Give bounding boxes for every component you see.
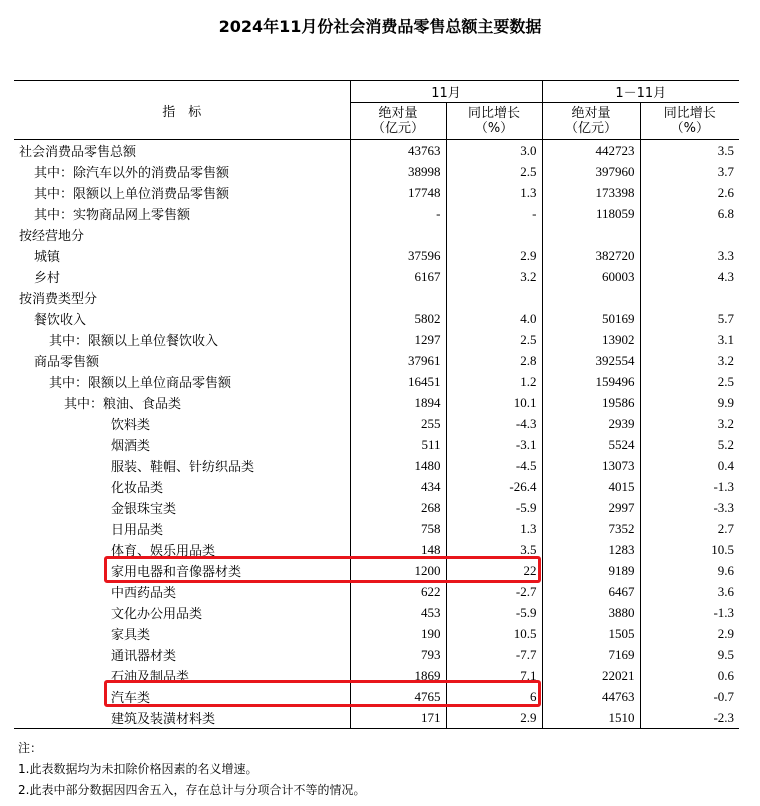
ytd-yoy-value: 5.7 (640, 308, 739, 329)
month-yoy-value: 22 (446, 560, 542, 581)
ytd-abs-value (542, 224, 640, 245)
table-row (14, 434, 739, 455)
period-month-header: 11月 (350, 81, 542, 103)
row-label: 烟酒类 (111, 439, 151, 454)
row-label: 饮料类 (111, 418, 151, 433)
ytd-abs-value: 397960 (542, 161, 640, 182)
month-abs-value (350, 287, 446, 308)
ytd-yoy-value: 10.5 (640, 539, 739, 560)
table-row (14, 224, 739, 245)
row-label: 按经营地分 (19, 229, 85, 244)
table-row (14, 182, 739, 203)
row-label: 乡村 (34, 271, 61, 286)
ytd-abs-value: 3880 (542, 602, 640, 623)
ytd-yoy-value: 2.7 (640, 518, 739, 539)
row-label: 服装、鞋帽、针纺织品类 (111, 460, 255, 475)
ytd-abs-value: 5524 (542, 434, 640, 455)
ytd-yoy-value: -2.3 (640, 707, 739, 729)
ytd-yoy-value: 2.5 (640, 371, 739, 392)
row-label: 石油及制品类 (111, 670, 190, 685)
ytd-yoy-value: 9.9 (640, 392, 739, 413)
ytd-yoy-value: 9.5 (640, 644, 739, 665)
month-yoy-value: - (446, 203, 542, 224)
month-abs-value: 1297 (350, 329, 446, 350)
period-ytd-header: 1－11月 (542, 81, 739, 103)
month-yoy-value: 2.5 (446, 329, 542, 350)
table-row (14, 497, 739, 518)
row-label: 家用电器和音像器材类 (111, 565, 242, 580)
ytd-abs-value: 60003 (542, 266, 640, 287)
ytd-yoy-header: 同比增长 （%） (640, 103, 739, 140)
ytd-abs-value: 22021 (542, 665, 640, 686)
table-row (14, 476, 739, 497)
month-abs-value: 5802 (350, 308, 446, 329)
table-row (14, 203, 739, 224)
table-row (14, 266, 739, 287)
month-abs-value: 37596 (350, 245, 446, 266)
ytd-yoy-value: -3.3 (640, 497, 739, 518)
table-row (14, 140, 739, 162)
month-abs-value: - (350, 203, 446, 224)
month-abs-value: 148 (350, 539, 446, 560)
month-abs-value: 758 (350, 518, 446, 539)
month-abs-value: 1480 (350, 455, 446, 476)
month-yoy-value: 3.5 (446, 539, 542, 560)
table-row (14, 581, 739, 602)
row-label: 其中：限额以上单位商品零售额 (49, 376, 232, 391)
month-yoy-value: 4.0 (446, 308, 542, 329)
ytd-yoy-value: 4.3 (640, 266, 739, 287)
month-yoy-value: -7.7 (446, 644, 542, 665)
month-abs-value: 511 (350, 434, 446, 455)
ytd-abs-value: 1510 (542, 707, 640, 729)
table-row (14, 245, 739, 266)
table-row (14, 350, 739, 371)
ytd-yoy-value: 2.6 (640, 182, 739, 203)
ytd-yoy-value: 0.4 (640, 455, 739, 476)
row-label: 按消费类型分 (19, 292, 98, 307)
ytd-yoy-value: -1.3 (640, 476, 739, 497)
table-row (14, 329, 739, 350)
row-label: 文化办公用品类 (111, 607, 203, 622)
month-abs-value: 622 (350, 581, 446, 602)
row-label: 金银珠宝类 (111, 502, 177, 517)
retail-sales-table (14, 80, 739, 729)
month-abs-value: 268 (350, 497, 446, 518)
ytd-yoy-value: -0.7 (640, 686, 739, 707)
table-row (14, 413, 739, 434)
row-label: 其中：粮油、食品类 (64, 397, 182, 412)
month-abs-value: 434 (350, 476, 446, 497)
table-row (14, 287, 739, 308)
note-item: 2.此表中部分数据因四舍五入，存在总计与分项合计不等的情况。 (18, 783, 366, 797)
ytd-abs-value: 159496 (542, 371, 640, 392)
ytd-yoy-value: -1.3 (640, 602, 739, 623)
indicator-header: 指 标 (14, 81, 350, 140)
month-abs-value: 17748 (350, 182, 446, 203)
ytd-yoy-value: 3.1 (640, 329, 739, 350)
row-label: 通讯器材类 (111, 649, 177, 664)
table-row (14, 371, 739, 392)
month-yoy-value: 1.3 (446, 518, 542, 539)
month-yoy-value: 7.1 (446, 665, 542, 686)
month-yoy-value: -3.1 (446, 434, 542, 455)
row-label: 化妆品类 (111, 481, 164, 496)
ytd-abs-value: 173398 (542, 182, 640, 203)
ytd-abs-value: 2939 (542, 413, 640, 434)
month-abs-value: 16451 (350, 371, 446, 392)
ytd-abs-value: 118059 (542, 203, 640, 224)
table-row (14, 308, 739, 329)
month-yoy-value: 2.5 (446, 161, 542, 182)
month-yoy-value: -4.3 (446, 413, 542, 434)
month-yoy-value (446, 224, 542, 245)
ytd-yoy-value: 0.6 (640, 665, 739, 686)
month-abs-value: 6167 (350, 266, 446, 287)
month-yoy-header: 同比增长 （%） (446, 103, 542, 140)
notes-heading: 注： (18, 741, 43, 755)
row-label: 商品零售额 (34, 355, 100, 370)
month-yoy-value: 10.5 (446, 623, 542, 644)
month-abs-value: 1894 (350, 392, 446, 413)
month-yoy-value: 2.8 (446, 350, 542, 371)
month-abs-value: 43763 (350, 140, 446, 162)
month-yoy-value: -2.7 (446, 581, 542, 602)
row-label: 其中：限额以上单位餐饮收入 (49, 334, 219, 349)
ytd-abs-value: 392554 (542, 350, 640, 371)
month-yoy-value: 6 (446, 686, 542, 707)
row-label: 其中：限额以上单位消费品零售额 (34, 187, 230, 202)
ytd-abs-value: 19586 (542, 392, 640, 413)
month-yoy-value: -4.5 (446, 455, 542, 476)
row-label: 城镇 (34, 250, 61, 265)
month-abs-value: 453 (350, 602, 446, 623)
ytd-abs-value: 382720 (542, 245, 640, 266)
month-abs-header: 绝对量 （亿元） (350, 103, 446, 140)
month-abs-value: 1869 (350, 665, 446, 686)
month-abs-value: 190 (350, 623, 446, 644)
table-row (14, 623, 739, 644)
month-abs-value: 38998 (350, 161, 446, 182)
ytd-yoy-value: 2.9 (640, 623, 739, 644)
row-label: 家具类 (111, 628, 151, 643)
ytd-abs-value: 50169 (542, 308, 640, 329)
table-row (14, 707, 739, 729)
ytd-yoy-value: 5.2 (640, 434, 739, 455)
table-body (14, 140, 739, 729)
table-row (14, 455, 739, 476)
ytd-yoy-value: 3.2 (640, 413, 739, 434)
ytd-yoy-value: 3.6 (640, 581, 739, 602)
table-row (14, 602, 739, 623)
ytd-yoy-value (640, 224, 739, 245)
month-yoy-value (446, 287, 542, 308)
row-label: 建筑及装潢材料类 (14, 707, 350, 729)
ytd-yoy-value: 3.5 (640, 140, 739, 162)
month-yoy-value: 10.1 (446, 392, 542, 413)
ytd-abs-value: 9189 (542, 560, 640, 581)
ytd-abs-value: 44763 (542, 686, 640, 707)
highlight-box-automobiles (104, 680, 541, 707)
row-label: 社会消费品零售总额 (19, 145, 137, 160)
table-row (14, 644, 739, 665)
ytd-yoy-value: 6.8 (640, 203, 739, 224)
highlight-box-appliances (104, 556, 541, 583)
row-label: 中西药品类 (111, 586, 177, 601)
month-yoy-value: 2.9 (446, 707, 542, 729)
month-yoy-value: -5.9 (446, 497, 542, 518)
ytd-abs-value: 1505 (542, 623, 640, 644)
month-yoy-value: 2.9 (446, 245, 542, 266)
month-abs-value: 255 (350, 413, 446, 434)
ytd-abs-value: 6467 (542, 581, 640, 602)
ytd-yoy-value: 3.3 (640, 245, 739, 266)
row-label: 汽车类 (111, 691, 151, 706)
ytd-abs-value: 7169 (542, 644, 640, 665)
ytd-abs-value: 2997 (542, 497, 640, 518)
row-label: 其中：除汽车以外的消费品零售额 (34, 166, 230, 181)
row-label: 体育、娱乐用品类 (111, 544, 216, 559)
ytd-yoy-value: 9.6 (640, 560, 739, 581)
ytd-abs-header: 绝对量 （亿元） (542, 103, 640, 140)
month-abs-value: 1200 (350, 560, 446, 581)
month-yoy-value: -26.4 (446, 476, 542, 497)
month-abs-value: 793 (350, 644, 446, 665)
ytd-yoy-value (640, 287, 739, 308)
month-abs-value: 37961 (350, 350, 446, 371)
month-yoy-value: 1.3 (446, 182, 542, 203)
header-row-periods (14, 81, 739, 103)
row-label: 餐饮收入 (34, 313, 87, 328)
month-abs-value: 4765 (350, 686, 446, 707)
row-label: 日用品类 (111, 523, 164, 538)
ytd-abs-value: 7352 (542, 518, 640, 539)
table-row (14, 392, 739, 413)
table-row (14, 161, 739, 182)
page-title: 2024年11月份社会消费品零售总额主要数据 (218, 17, 542, 36)
note-item: 1.此表数据均为未扣除价格因素的名义增速。 (18, 762, 258, 776)
month-yoy-value: -5.9 (446, 602, 542, 623)
table-notes (18, 738, 738, 801)
ytd-yoy-value: 3.2 (640, 350, 739, 371)
ytd-yoy-value: 3.7 (640, 161, 739, 182)
month-abs-value (350, 224, 446, 245)
month-yoy-value: 3.0 (446, 140, 542, 162)
month-yoy-value: 1.2 (446, 371, 542, 392)
ytd-abs-value: 1283 (542, 539, 640, 560)
ytd-abs-value: 4015 (542, 476, 640, 497)
ytd-abs-value (542, 287, 640, 308)
month-yoy-value: 3.2 (446, 266, 542, 287)
table-row (14, 518, 739, 539)
ytd-abs-value: 13073 (542, 455, 640, 476)
ytd-abs-value: 442723 (542, 140, 640, 162)
ytd-abs-value: 13902 (542, 329, 640, 350)
month-abs-value: 171 (350, 707, 446, 729)
row-label: 其中：实物商品网上零售额 (34, 208, 191, 223)
